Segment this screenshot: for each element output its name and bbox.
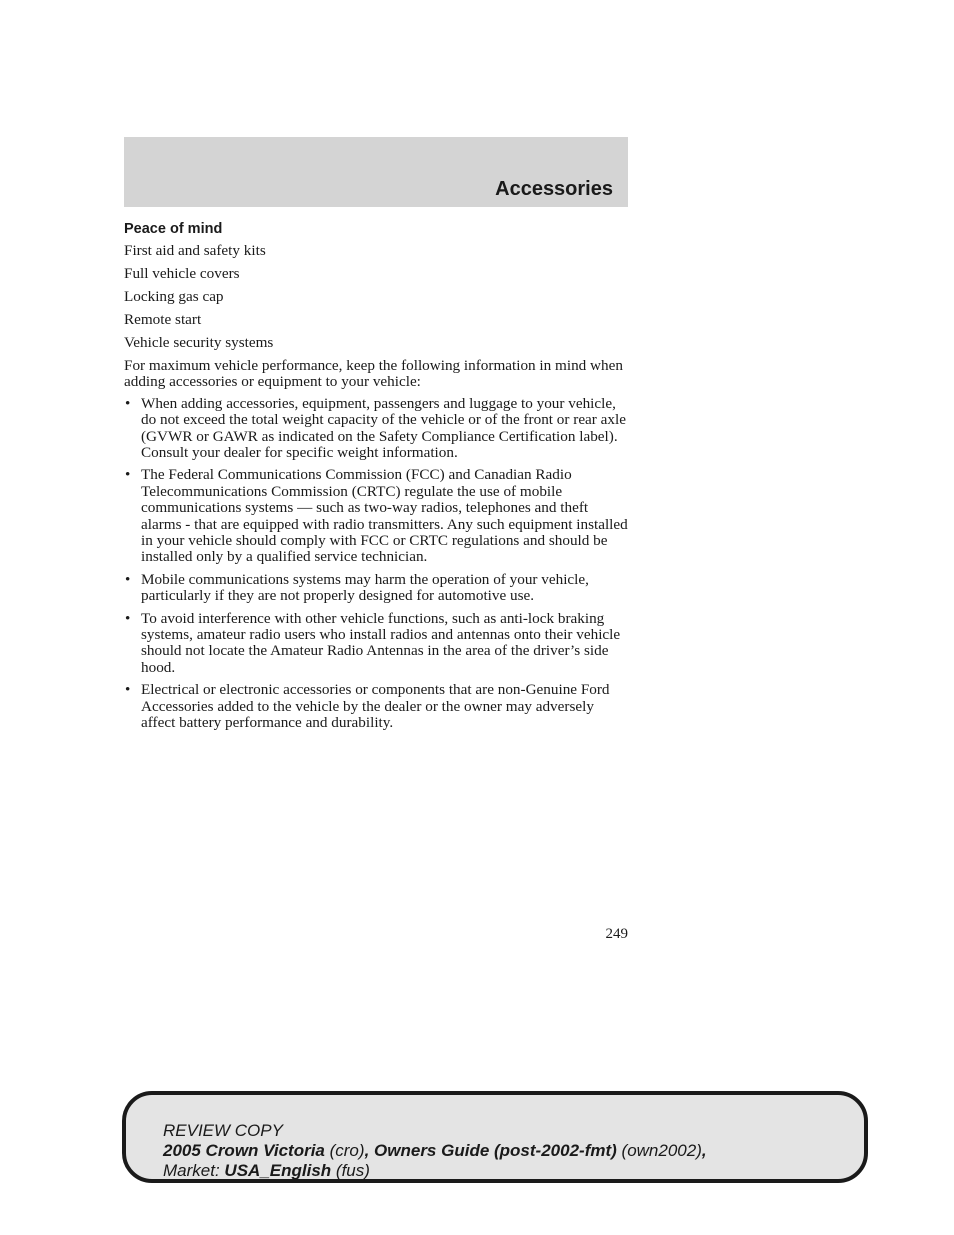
bullet-text: The Federal Communications Commission (FCC) and Canadian Radio Telecommunications Commission (CRTC) regulate the use of mobile communications systems — such as two-way radios, telephones and theft alarms - that are equipped with radio transmitters. Any such equipment installed in your vehicle should comply with FCC or CRTC regulations and should be installed only by a qualified service technician. bbox=[141, 466, 628, 566]
bullet-icon: • bbox=[125, 394, 131, 412]
market-line bbox=[163, 1161, 707, 1181]
accessory-item: Remote start bbox=[124, 311, 202, 329]
bullet-icon: • bbox=[125, 681, 131, 699]
guide-name: Owners Guide (post-2002-fmt) bbox=[374, 1141, 617, 1160]
bullet-item bbox=[124, 682, 630, 731]
accessory-item: Full vehicle covers bbox=[124, 265, 240, 283]
bullet-icon: • bbox=[125, 570, 131, 588]
separator: , bbox=[701, 1141, 707, 1160]
bullet-item bbox=[124, 611, 630, 677]
page-title: Accessories bbox=[495, 178, 613, 200]
section-header-band bbox=[124, 137, 628, 207]
intro-paragraph: For maximum vehicle performance, keep the following information in mind when adding accessories or equipment to your vehicle: bbox=[124, 356, 623, 391]
document-id-line bbox=[163, 1141, 707, 1161]
market-label: Market: bbox=[163, 1161, 220, 1180]
review-copy-footer bbox=[122, 1091, 868, 1183]
footer-text bbox=[163, 1121, 707, 1181]
market-code: (fus) bbox=[335, 1161, 370, 1180]
guide-code: (own2002) bbox=[621, 1141, 702, 1160]
market-name: USA_English bbox=[224, 1161, 332, 1180]
bullet-text: When adding accessories, equipment, passengers and luggage to your vehicle, do not exceed the total weight capacity of the vehicle or of the front or rear axle (GVWR or GAWR as indicated on the Safety Compliance Certification label). Consult your dealer for specific weight information. bbox=[141, 394, 626, 461]
bullet-list bbox=[124, 396, 630, 732]
model-code: (cro) bbox=[329, 1141, 365, 1160]
bullet-item bbox=[124, 572, 630, 605]
accessory-item: Locking gas cap bbox=[124, 288, 224, 306]
separator: , bbox=[364, 1141, 370, 1160]
bullet-text: To avoid interference with other vehicle functions, such as anti-lock braking systems, amateur radio users who install radios and antennas onto their vehicle should not locate the Amateur Radio Antennas in the area of the driver’s side hood. bbox=[141, 609, 621, 676]
bullet-item bbox=[124, 396, 630, 462]
accessory-item: Vehicle security systems bbox=[124, 334, 274, 352]
main-content bbox=[124, 219, 630, 737]
bullet-text: Mobile communications systems may harm the operation of your vehicle, particularly if they are not properly designed for automotive use. bbox=[141, 570, 589, 605]
bullet-icon: • bbox=[125, 466, 131, 484]
bullet-icon: • bbox=[125, 609, 131, 627]
bullet-item bbox=[124, 467, 630, 565]
vehicle-model: 2005 Crown Victoria bbox=[163, 1141, 325, 1160]
accessory-item: First aid and safety kits bbox=[124, 242, 266, 260]
subsection-heading: Peace of mind bbox=[124, 221, 223, 237]
bullet-text: Electrical or electronic accessories or components that are non-Genuine Ford Accessories added to the vehicle by the dealer or the owner may adversely affect battery performance and durability. bbox=[141, 681, 610, 732]
page-number: 249 bbox=[605, 926, 628, 942]
review-label: REVIEW COPY bbox=[163, 1121, 283, 1140]
